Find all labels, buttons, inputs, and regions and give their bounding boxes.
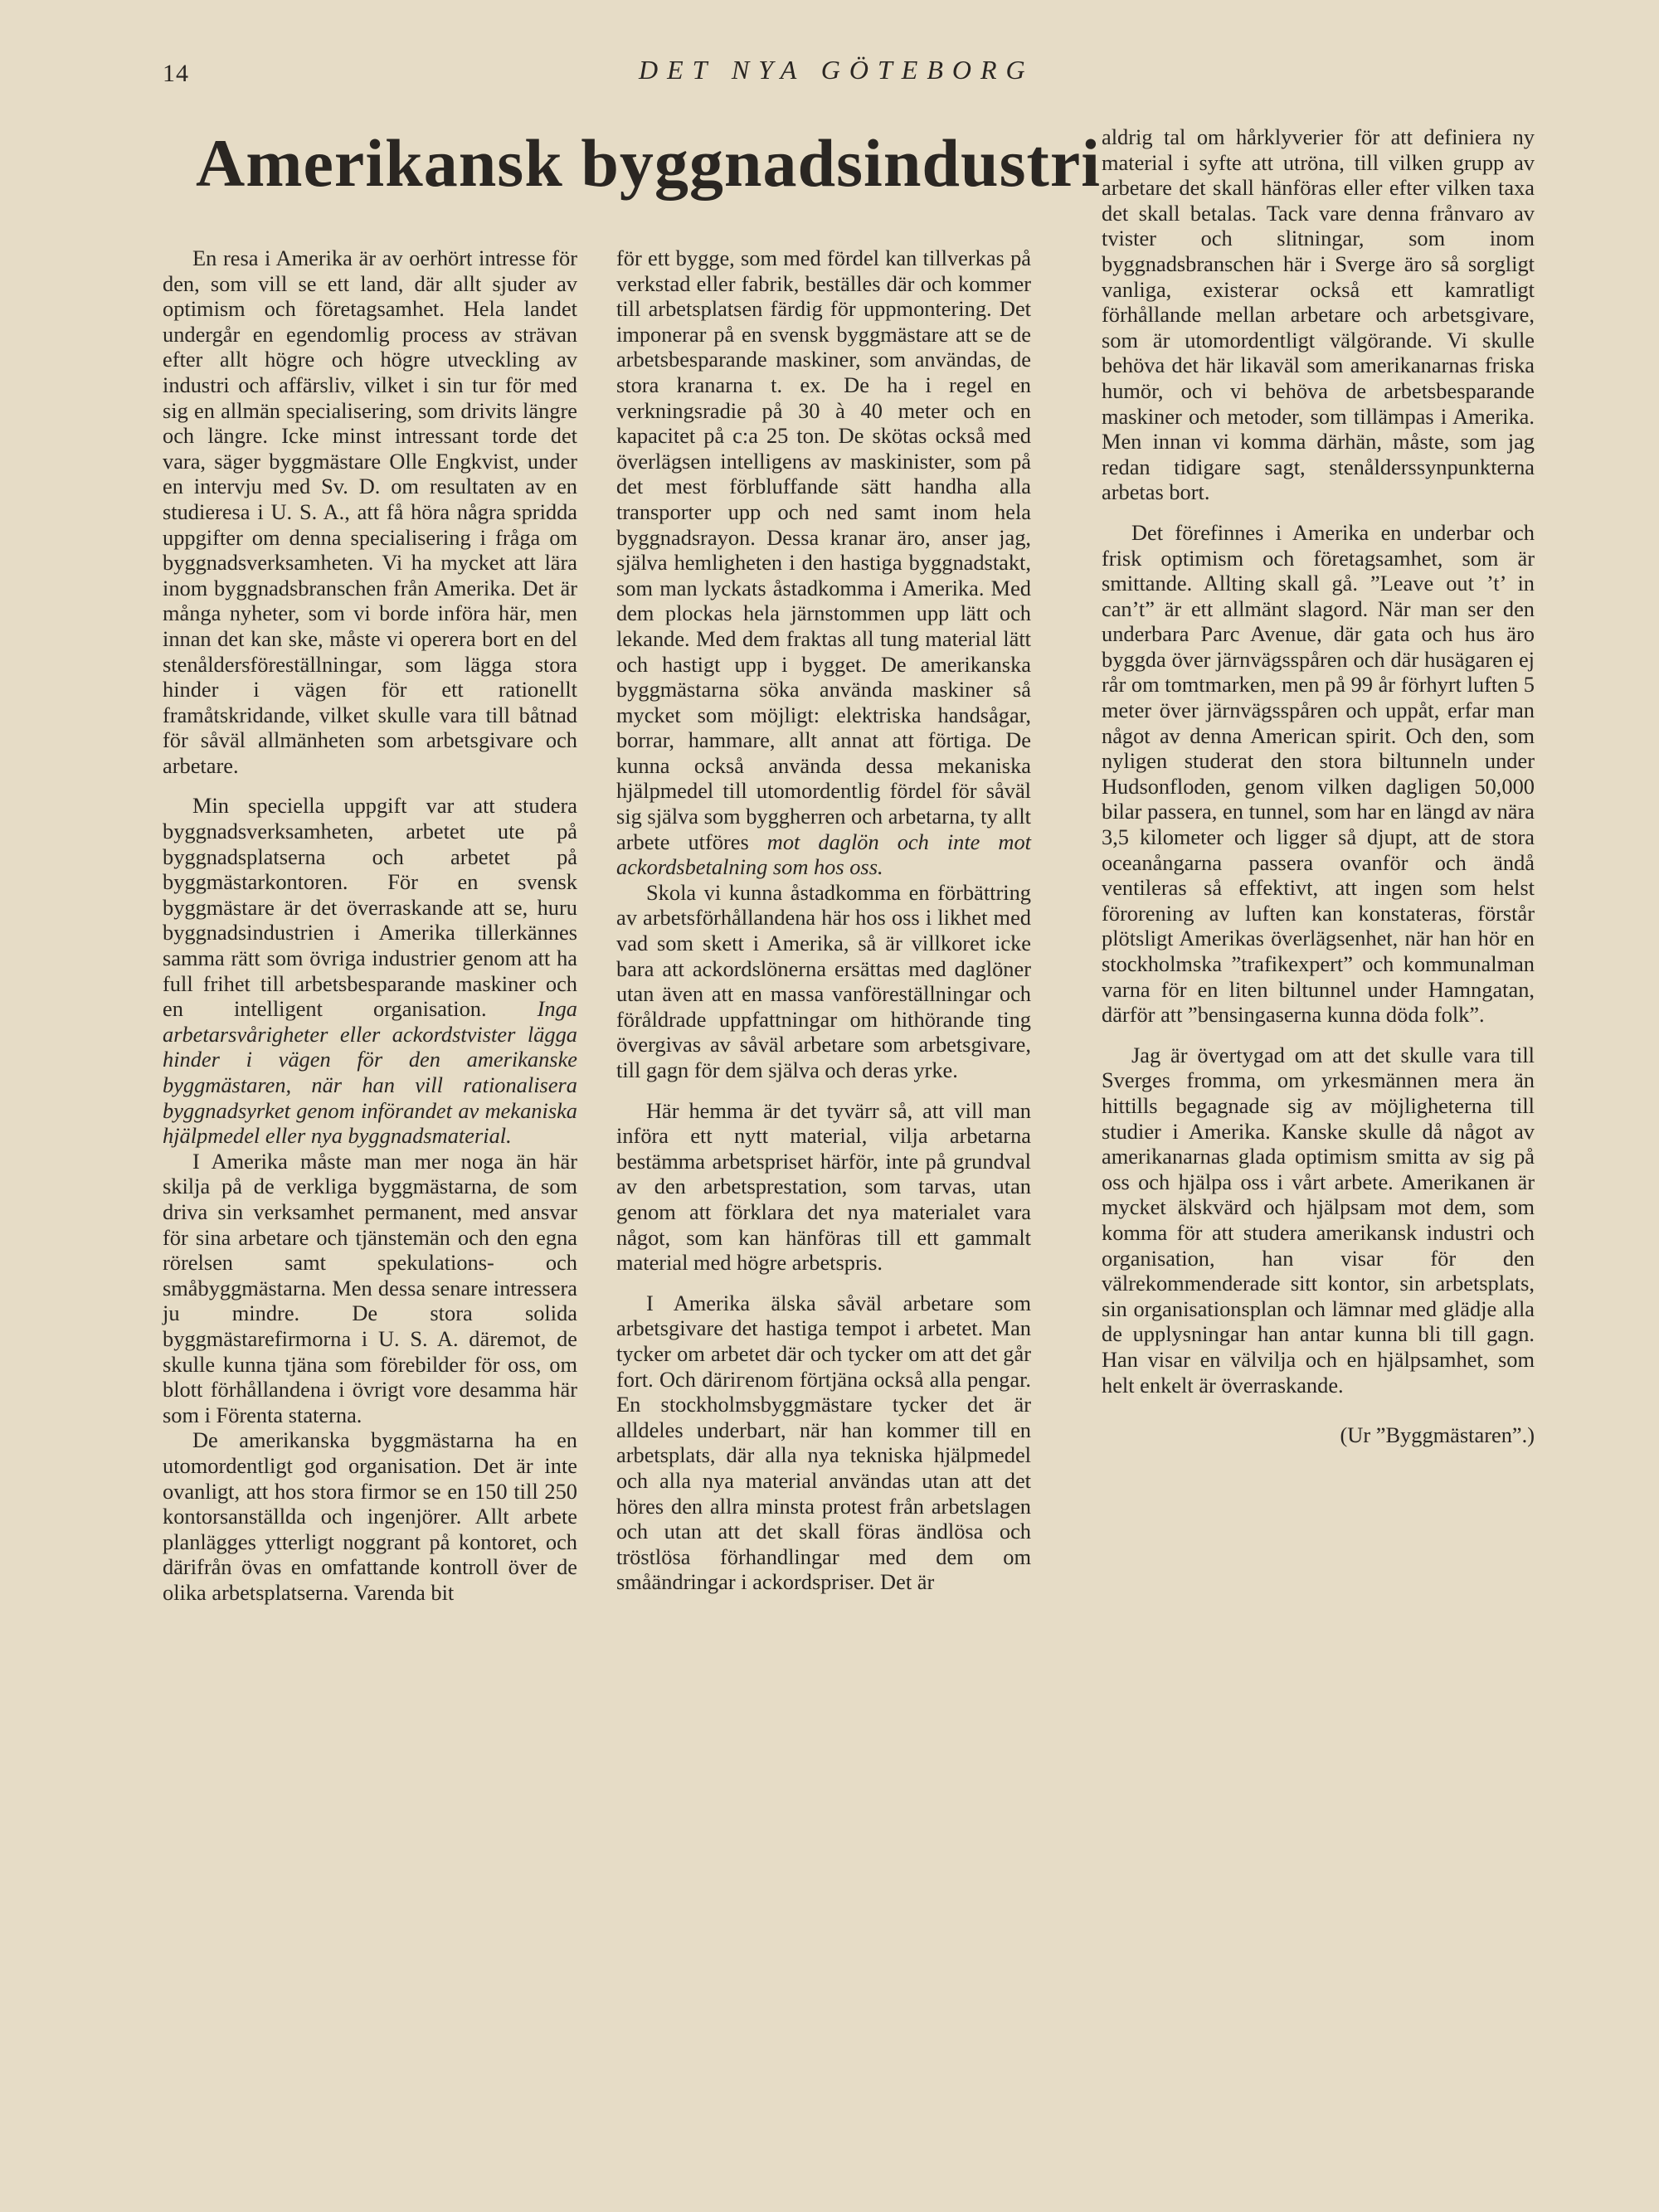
article-source: (Ur ”Byggmästaren”.) — [1340, 1422, 1535, 1448]
paragraph — [616, 246, 1031, 880]
running-title: DET NYA GÖTEBORG — [639, 55, 1034, 85]
paragraph: Jag är övertygad om att det skulle vara till Sverges fromma, om yrkesmännen mera än hittills begagnade sig av möjligheterna till studier i Amerika. Kanske skulle då något av amerikanarnas glada optimism smitta av sig på oss och hjälpa oss i vårt arbete. Amerikanen är mycket älskvärd och hjälpsam mot dem, som komma för att studera amerikansk industri och organisation, han visar för den välrekommenderade sitt kontor, sin arbetsplats, sin organisationsplan och lämnar med glädje alla de upplysningar han antar kunna bli till gagn. Han visar en välvilja och en hjälpsamhet, som helt enkelt är överraskande. — [1102, 1042, 1535, 1398]
article-column-3 — [1102, 124, 1535, 1448]
paragraph: De amerikanska byggmästarna ha en utomordentligt god organisation. Det är inte ovanligt, att hos stora firmor se en 150 till 250 kontorsanställda och ingenjörer. Allt arbete planlägges ytterligt noggrant på kontoret, och därifrån övas en omfattande kontroll över de olika arbetsplatserna. Varenda bit — [163, 1427, 577, 1605]
article-column-1 — [163, 246, 577, 1605]
paragraph: I Amerika måste man mer noga än här skilja på de verkliga byggmästarna, de som driva sin verksamhet permanent, med ansvar för sina arbetare och tjänstemän och den egna rörelsen samt spekulations- och småbyggmästarna. Men dessa senare intressera ju mindre. De stora solida byggmästarefirmorna i U. S. A. däremot, de skulle kunna tjäna som förebilder för oss, om blott förhållandena i övrigt vore desamma här som i Förenta staterna. — [163, 1148, 577, 1427]
page-number: 14 — [163, 60, 189, 87]
paragraph-emphasis: Inga arbetarsvårigheter eller ackordstvister lägga hinder i vägen för den amerikanske byggmästaren, när han vill rationalisera byggnadsyrket genom införandet av mekaniska hjälpmedel eller nya byggnadsmaterial. — [163, 996, 577, 1149]
article-title: Amerikansk byggnadsindustri — [196, 125, 1102, 201]
article-column-2 — [616, 246, 1031, 1595]
paragraph — [163, 793, 577, 1148]
paragraph-text: Min speciella uppgift var att studera byggnadsverksamheten, arbetet ute på byggnadsplatserna och arbetet på byggmästarkontoren. För en svensk byggmästare är det överraskande att se, huru byggnadsindustrien i Amerika tillerkännes samma rätt som övriga industrier genom att ha full frihet till arbetsbesparande maskiner och en intelligent organisation. — [163, 793, 577, 1022]
paragraph: Det förefinnes i Amerika en underbar och frisk optimism och företagsamhet, som är smittande. Allting skall gå. ”Leave out ’t’ in can’t” är ett allmänt slagord. När man ser den underbara Parc Avenue, där gata och hus äro byggda över järnvägsspåren och där husägaren ej rår om tomtmarken, men på 99 år förhyrt luften 5 meter över järnvägsspåren och uppåt, erfar man något av denna American spirit. Och den, som nyligen studerat den stora biltunneln under Hudsonfloden, genom vilken dagligen 50,000 bilar passera, en tunnel, som har en längd av nära 3,5 kilometer och ligger så djupt, att de stora oceanångarna passera ovanför och ändå ventileras så effektivt, att ingen som helst förorening av luften kan konstateras, förstår plötsligt Amerikas överlägsenhet, när han hör en stockholmska ”trafikexpert” och kommunalman varna för en liten biltunnel under Hamngatan, därför att ”bensingaserna kunna döda folk”. — [1102, 519, 1535, 1028]
paragraph: aldrig tal om hårklyverier för att definiera ny material i syfte att utröna, till vilken grupp av arbetare det skall hänföras eller efter vilken taxa det skall betalas. Tack vare denna frånvaro av tvister och slitningar, som inom byggnadsbranschen här i Sverge äro så sorgligt vanliga, existerar också ett kamratligt förhållande mellan arbetare och arbetsgivare, som är utomordentligt välgörande. Vi skulle behöva det här likaväl som amerikanarnas friska humör, och vi behöva de arbetsbesparande maskiner och metoder, som tillämpas i Amerika. Men innan vi komma därhän, måste, som jag redan tidigare sagt, stenålderssynpunkterna arbetas bort. — [1102, 124, 1535, 505]
paragraph: Här hemma är det tyvärr så, att vill man införa ett nytt material, vilja arbetarna bestämma arbetspriset härför, inte på grundval av den arbetsprestation, som tarvas, utan genom att förklara det nya materialet vara något, som kan hänföras till ett gammalt material med högre arbetspris. — [616, 1097, 1031, 1276]
paragraph-text: för ett bygge, som med fördel kan tillverkas på verkstad eller fabrik, beställes där och kommer till arbetsplatsen färdig för uppmontering. Det imponerar på en svensk byggmästare att se de arbetsbesparande maskiner, som användas, de stora kranarna t. ex. De ha i regel en verkningsradie på 30 à 40 meter och en kapacitet på c:a 25 ton. De skötas också med överlägsen intelligens av maskinister, som på det mest förbluffande sätt handha alla transporter upp och ned samt inom hela byggnadsrayon. Dessa kranar äro, anser jag, själva hemligheten i den hastiga byggnadstakt, som man lyckats åstadkomma i Amerika. Med dem plockas hela järnstommen upp lätt och lekande. Med dem fraktas all tung material lätt och hastigt upp i bygget. De amerikanska byggmästarna söka använda maskiner så mycket som möjligt: elektriska handsågar, borrar, hammare, allt annat att förtiga. De kunna också använda dessa mekaniska hjälpmedel till utomordentlig fördel för såväl sig själva som byggherren och arbetarna, ty allt arbete utföres — [616, 246, 1031, 854]
paragraph-emphasis: mot daglön och inte mot ackordsbetalning som hos oss. — [616, 829, 1031, 880]
paragraph: En resa i Amerika är av oerhört intresse för den, som vill se ett land, där allt sjuder av optimism och företagsamhet. Hela landet undergår en egendomlig process av strävan efter allt högre och högre utveckling av industri och affärsliv, vilket i sin tur för med sig en allmän specialisering, som drivits längre och längre. Icke minst intressant torde det vara, säger byggmästare Olle Engkvist, under en intervju med Sv. D. om resultaten av en studieresa i U. S. A., att få höra några spridda uppgifter om denna specialisering i fråga om byggnadsverksamheten. Vi ha mycket att lära inom byggnadsbranschen från Amerika. Det är många nyheter, som vi borde införa här, men innan det kan ske, måste vi operera bort en del stenåldersföreställningar, som lägga stora hinder i vägen för ett rationellt framåtskridande, vilket skulle vara till båtnad för såväl allmänheten som arbetsgivare och arbetare. — [163, 246, 577, 778]
paragraph: Skola vi kunna åstadkomma en förbättring av arbetsförhållandena här hos oss i likhet med vad som skett i Amerika, så är villkoret icke bara att ackordslönerna ersättas med daglöner utan även att en massa vanföreställningar och föråldrade uppfattningar om hithörande ting övergivas av såväl arbetare som arbetsgivare, till gagn för dem själva och deras yrke. — [616, 879, 1031, 1082]
paragraph: I Amerika älska såväl arbetare som arbetsgivare det hastiga tempot i arbetet. Man tycker om arbetet där och tycker om att det går fort. Och däriгenom förtjäna också alla pengar. En stockholmsbyggmästare tycker det är alldeles underbart, när han kommer till en arbetsplats, där alla nya tekniska hjälpmedel och alla nya material användas utan att det höres den allra minsta protest från arbetslagen och utan att det skall föras ändlösa och tröstlösa förhandlingar med dem om småändringar i ackordspriser. Det är — [616, 1290, 1031, 1595]
